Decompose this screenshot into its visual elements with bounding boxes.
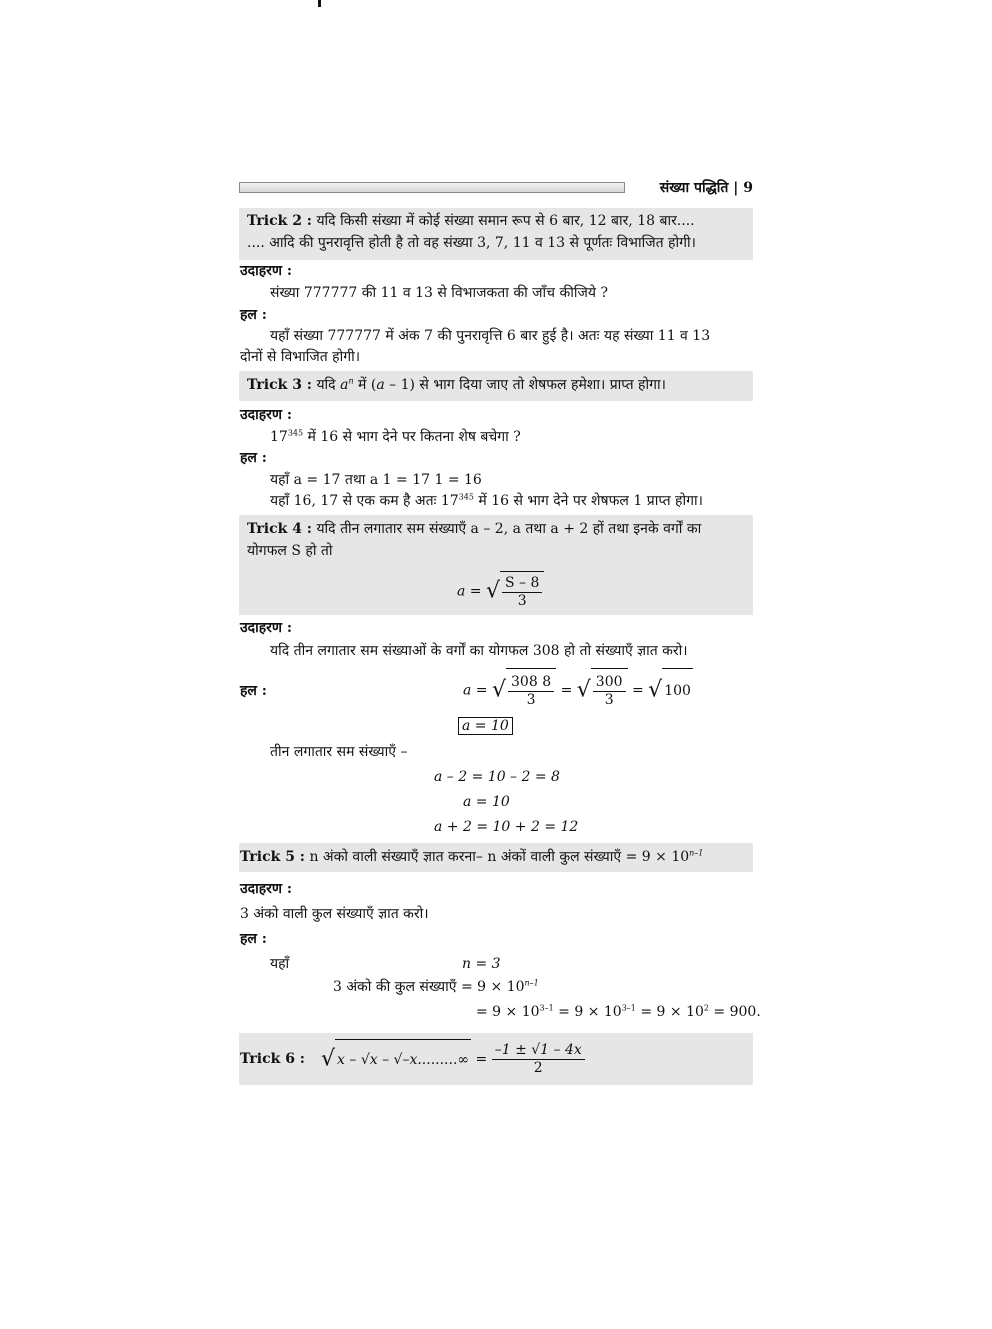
total-line [333, 976, 539, 998]
example-label: उदाहरण : [240, 881, 293, 897]
equals-sign: = [475, 1051, 488, 1068]
calc-exp-1: 3–1 [539, 1003, 554, 1013]
trick-5-exp: n–1 [689, 848, 704, 858]
trick-6-fraction [492, 1042, 585, 1077]
trick-2-box [239, 208, 753, 260]
trick-4-formula [457, 571, 544, 612]
trick-4-box [239, 515, 753, 615]
scan-mark [318, 0, 321, 7]
number-line-1: a – 2 = 10 – 2 = 8 [434, 769, 560, 785]
trick-6-label-text: Trick 6 : [240, 1051, 305, 1067]
trick-2-text-2: .... आदि की पुनरावृत्ति होती है तो वह संख्या 3, 7, 11 व 13 से पूर्णतः विभाजित होगी। [247, 235, 696, 251]
example-label: उदाहरण : [240, 263, 293, 279]
equals-sign: = [560, 682, 573, 699]
boxed-result [458, 715, 513, 737]
example-label: उदाहरण : [240, 407, 293, 423]
trick-6-label [240, 1048, 305, 1070]
trick-2-line-1 [247, 210, 695, 232]
trick-6-denominator: 2 [533, 1060, 543, 1076]
solution-line [270, 490, 703, 512]
solution-equation [463, 668, 693, 713]
var-a: a [340, 377, 349, 393]
sol-text-a: यहाँ 16, 17 से एक कम है अतः 17 [270, 493, 459, 509]
sqrt-symbol: √ 100 [648, 668, 693, 713]
example-label: उदाहरण : [240, 620, 293, 636]
here-label: यहाँ [270, 956, 290, 972]
trick-4-line-1 [247, 518, 701, 540]
trick-6-formula [321, 1039, 585, 1080]
calculation-line [476, 1001, 761, 1023]
q-base: 17 [270, 429, 288, 445]
numbers-label: तीन लगातार सम संख्याएँ – [270, 744, 408, 760]
example-question: यदि तीन लगातार सम संख्याओं के वर्गों का योगफल 308 हो तो संख्याएँ ज्ञात करो। [270, 643, 688, 659]
calc-a: = 9 × 10 [476, 1004, 540, 1020]
frac-2-numerator: 300 [593, 674, 626, 692]
header-rule [239, 182, 625, 193]
trick-5-label: Trick 5 : [240, 849, 305, 865]
trick-3-text-b: में ( [358, 377, 377, 393]
number-line-3: a + 2 = 10 + 2 = 12 [434, 819, 579, 835]
trick-4-text-1: यदि तीन लगातार सम संख्याएँ a – 2, a तथा a + 2 हों तथा इनके वर्गों का [316, 521, 702, 537]
trick-2-text-1: यदि किसी संख्या में कोई संख्या समान रूप से 6 बार, 12 बार, 18 बार.... [316, 213, 695, 229]
trick-5-box [239, 843, 753, 872]
trick-4-label: Trick 4 : [247, 521, 312, 537]
sqrt-symbol: √ $\frac{S - 8}{3}$ [486, 571, 544, 612]
calc-c: = 9 × 10 [635, 1004, 704, 1020]
calc-b: = 9 × 10 [553, 1004, 622, 1020]
solution-label: हल : [240, 450, 267, 466]
formula-numerator: S – 8 [502, 575, 542, 593]
total-exp: n–1 [524, 978, 539, 988]
trick-3-line [247, 374, 666, 396]
equals-sign: = [631, 682, 644, 699]
sqrt-symbol: √ $\frac{300}{3}$ [577, 668, 628, 713]
var-a: a [376, 377, 385, 393]
frac-1-denominator: 3 [526, 691, 536, 708]
formula-lhs: a = [457, 583, 482, 600]
sol-text-b: में 16 से भाग देने पर शेषफल 1 प्राप्त होगा। [473, 493, 703, 509]
example-question: 3 अंको वाली कुल संख्याएँ ज्ञात करो। [240, 906, 429, 922]
trick-6-box [239, 1033, 753, 1085]
sqrt-symbol: √ $\frac{308 8}{3}$ [492, 668, 556, 713]
trick-6-numerator: –1 ± √1 – 4x [492, 1042, 585, 1060]
q-rest: में 16 से भाग देने पर कितना शेष बचेगा ? [303, 429, 521, 445]
example-question: संख्या 777777 की 11 व 13 से विभाजकता की जाँच कीजिये ? [270, 285, 608, 301]
q-exp: 345 [287, 428, 304, 438]
calc-d: = 900. [708, 1004, 761, 1020]
calc-exp-2: 3–1 [621, 1003, 636, 1013]
sqrt-symbol: √ x – √x – √–x.........∞ [321, 1039, 471, 1080]
n-equation: n = 3 [462, 956, 501, 972]
trick-5-text: n अंको वाली संख्याएँ ज्ञात करना– n अंकों वाली कुल संख्याएँ = 9 × 10 [309, 849, 690, 865]
trick-3-text-c: – 1) से भाग दिया जाए तो शेषफल हमेशा। प्राप्त होगा। [384, 377, 666, 393]
page-header [239, 178, 753, 200]
nested-radical: x – √x – √–x.........∞ [335, 1039, 471, 1080]
solution-label: हल : [240, 307, 267, 323]
number-line-2: a = 10 [463, 794, 510, 810]
solution-label: हल : [240, 931, 267, 947]
trick-5-line [240, 846, 703, 868]
trick-2-label: Trick 2 : [247, 213, 312, 229]
var-n: n [348, 376, 354, 386]
example-question [270, 426, 521, 448]
solution-line: यहाँ संख्या 777777 में अंक 7 की पुनरावृत्ति 6 बार हुई है। अतः यह संख्या 11 व 13 [270, 328, 711, 344]
solution-label: हल : [240, 683, 267, 699]
solution-line: दोनों से विभाजित होगी। [240, 349, 361, 365]
trick-3-label: Trick 3 : [247, 377, 312, 393]
sol-exp: 345 [458, 492, 474, 502]
total-text: 3 अंको की कुल संख्याएँ = 9 × 10 [333, 979, 525, 995]
trick-3-text-a: यदि [316, 377, 336, 393]
calc-exp-3: 2 [703, 1003, 709, 1013]
eq-lhs: a = [463, 682, 488, 699]
solution-line: यहाँ a = 17 तथा a 1 = 17 1 = 16 [270, 472, 482, 488]
boxed-answer: a = 10 [458, 717, 513, 735]
sqrt-value: 100 [662, 668, 693, 713]
frac-2-denominator: 3 [604, 691, 614, 708]
trick-4-text-2: योगफल S हो तो [247, 543, 333, 559]
trick-3-box [239, 371, 753, 401]
frac-1-numerator: 308 8 [508, 674, 554, 692]
page-title: संख्या पद्धिति | 9 [659, 180, 753, 196]
formula-denominator: 3 [517, 592, 527, 609]
